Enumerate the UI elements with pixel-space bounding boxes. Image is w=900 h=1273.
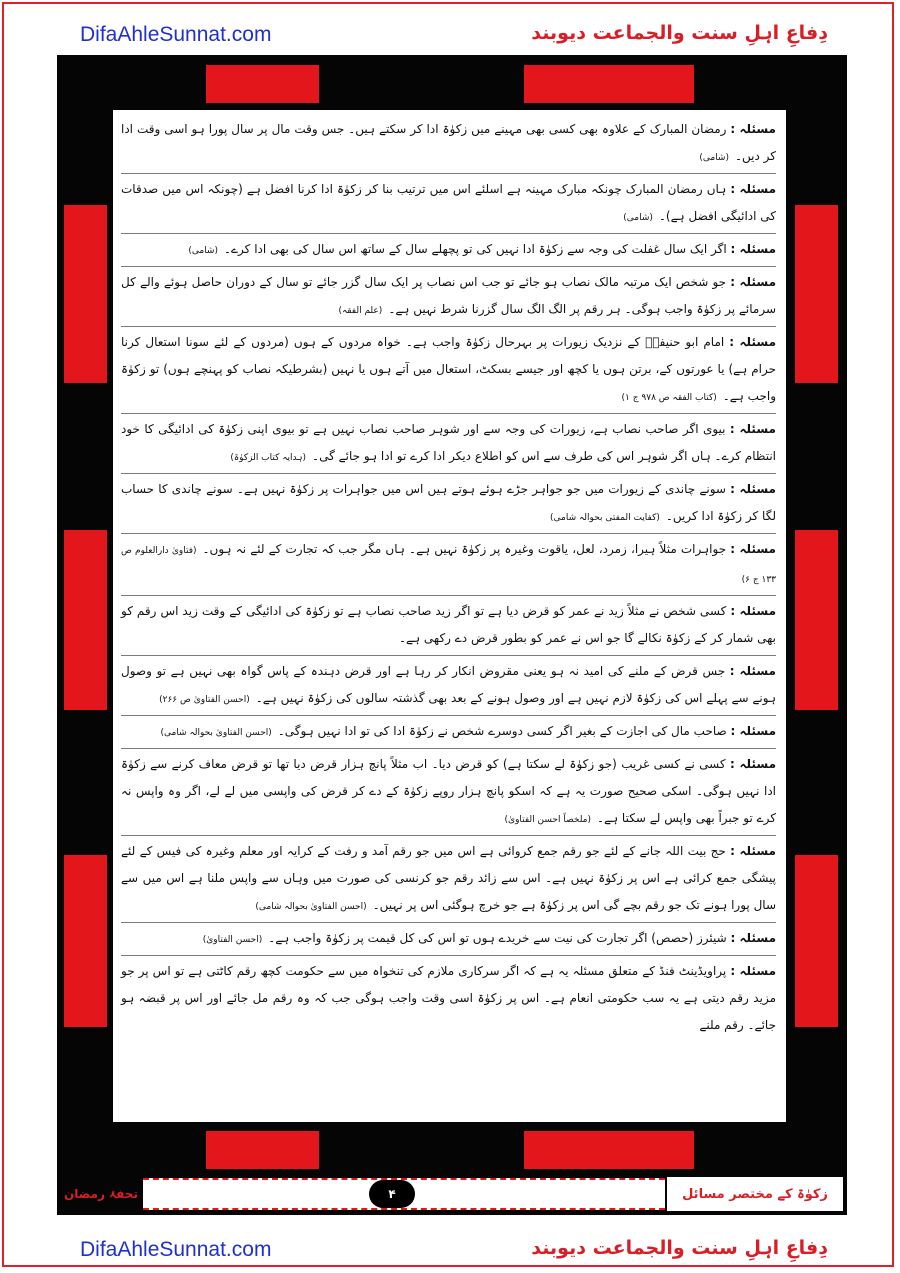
bottom-right-red-block (524, 1131, 694, 1169)
masla-item: مسئلہ : اگر ایک سال غفلت کی وجہ سے زکوٰۃ ادا نہیں کی تو پچھلے سال کے ساتھ اس سال کی بھی ادا کرے۔(شامی) (188, 242, 776, 256)
section-title: زکوٰۃ کے مختصر مسائل (667, 1177, 843, 1211)
page-number: ۴ (369, 1180, 415, 1208)
separator (121, 748, 776, 749)
separator (121, 533, 776, 534)
footer-strip (57, 1170, 847, 1215)
footer-site-url[interactable]: DifaAhleSunnat.com (80, 1238, 272, 1261)
left-red-bar-1 (64, 205, 107, 383)
masla-item: مسئلہ : شیئرز (حصص) اگر تجارت کی نیت سے خریدے ہوں تو اس کی کل قیمت پر زکوٰۃ واجب ہے۔(احسن الفتاویٰ) (202, 931, 776, 945)
masla-item: مسئلہ : حج بیت اللہ جانے کے لئے جو رقم جمع کروائی ہے اس میں جو رقم آمد و رفت کے کرایہ اور معلم وغیرہ کی فیس کے لئے پیشگی جمع کرائی ہے اس پر زکوٰۃ نہیں ہے۔ اس سے زائد رقم جو کرنسی کی صورت میں وہاں سے واپس ملنا ہے اس میں سے سال پورا ہونے تک جو رقم بچے گی اس پر زکوٰۃ ہے جو خرچ ہوگئی اس پر نہیں۔(احسن الفتاویٰ بحوالہ شامی) (121, 844, 776, 912)
left-red-bar-3 (64, 855, 107, 1027)
separator (121, 655, 776, 656)
top-right-red-block (524, 65, 694, 103)
masla-item: مسئلہ : پراویڈینٹ فنڈ کے متعلق مسئلہ یہ ہے کہ اگر سرکاری ملازم کی تنخواہ میں سے حکومت کچھ رقم کاٹتی ہے تو اس پر جو مزید رقم دیتی ہے یہ سب حکومتی انعام ہے۔ اس پر زکوٰۃ اسی وقت واجب ہوگی جب کہ وہ رقم مل جائے اور اس پر قبضہ ہو جائے۔ رقم ملنے (121, 964, 776, 1032)
separator (121, 233, 776, 234)
masla-item: مسئلہ : کسی شخص نے مثلاً زید نے عمر کو قرض دیا ہے تو اگر زید صاحب نصاب ہے تو زکوٰۃ کی ادائیگی کے وقت زید اس رقم کو بھی شمار کر کے زکوٰۃ نکالے گا جو اس نے عمر کو بطور قرض دے رکھی ہے۔ (121, 604, 776, 645)
separator (121, 955, 776, 956)
masla-item: مسئلہ : سونے چاندی کے زیورات میں جو جواہر جڑے ہوئے ہوتے ہیں اس میں جواہرات پر زکوٰۃ نہیں ہے۔ سونے چاندی کا حساب لگا کر زکوٰۃ ادا کریں۔(کفایت المفتی بحوالہ شامی) (121, 482, 776, 523)
separator (121, 413, 776, 414)
separator (121, 473, 776, 474)
masla-item: مسئلہ : کسی نے کسی غریب (جو زکوٰۃ لے سکتا ہے) کو قرض دیا۔ اب مثلاً پانچ ہزار قرض دیا تھا تو قرض معاف کرنے سے زکوٰۃ ادا نہیں ہوگی۔ اسکی صحیح صورت یہ ہے کہ اسکو پانچ ہزار روپے زکوٰۃ کے دے کر قرض کی واپسی میں لے لے، اگر وہ واپس نہ کرے تو جبراً بھی واپس لے سکتا ہے۔(ملخصاً احسن الفتاویٰ) (121, 757, 776, 825)
top-left-red-block (206, 65, 319, 103)
masla-item: مسئلہ : صاحب مال کی اجازت کے بغیر اگر کسی دوسرے شخص نے زکوٰۃ ادا کی تو ادا نہیں ہوگی۔(احسن الفتاویٰ بحوالہ شامی) (160, 724, 776, 738)
separator (121, 715, 776, 716)
bottom-left-red-block (206, 1131, 319, 1169)
header-site-url[interactable]: DifaAhleSunnat.com (80, 23, 272, 46)
masla-item: مسئلہ : رمضان المبارک کے علاوہ بھی کسی بھی مہینے میں زکوٰۃ ادا کر سکتے ہیں۔ جس وقت مال پر سال پورا ہو اسی وقت ادا کر دیں۔(شامی) (121, 122, 776, 163)
footer-dashed-band (143, 1178, 665, 1210)
separator (121, 595, 776, 596)
content-panel (113, 110, 786, 1122)
left-red-bar-2 (64, 530, 107, 710)
right-red-bar-1 (795, 205, 838, 383)
right-red-bar-3 (795, 855, 838, 1027)
masla-item: مسئلہ : جواہرات مثلاً ہیرا، زمرد، لعل، یاقوت وغیرہ پر زکوٰۃ نہیں ہے۔ ہاں مگر جب کہ تجارت کے لئے نہ ہوں۔(فتاویٰ دارالعلوم ص ۱۳۳ ج ۶) (121, 542, 776, 585)
right-red-bar-2 (795, 530, 838, 710)
masla-item: مسئلہ : ہاں رمضان المبارک چونکہ مبارک مہینہ ہے اسلئے اس میں ترتیب بنا کر زکوٰۃ ادا کرنا افضل ہے (چونکہ اس میں صدقات کی ادائیگی افضل ہے)۔(شامی) (121, 182, 776, 223)
footer-site-name: دِفاعِ اہلِ سنت والجماعت دیوبند (531, 1237, 828, 1259)
separator (121, 835, 776, 836)
book-title: تحفۂ رمضان (64, 1187, 138, 1201)
separator (121, 266, 776, 267)
separator (121, 922, 776, 923)
masla-item: مسئلہ : امام ابو حنیفہؒ کے نزدیک زیورات پر بہرحال زکوٰۃ واجب ہے۔ خواہ مردوں کے ہوں (مردوں کے لئے سونا استعال کرنا حرام ہے) یا عورتوں کے، برتن ہوں یا کچھ اور جیسے بسکٹ، استعال میں آتے ہوں یا نہیں (بشرطیکہ نصاب کو پہنچے ہوں) تو زکوٰۃ واجب ہے۔(کتاب الفقہ ص ۹۷۸ ج ۱) (121, 335, 776, 403)
header-site-name: دِفاعِ اہلِ سنت والجماعت دیوبند (531, 22, 828, 44)
masla-item: مسئلہ : جس قرض کے ملنے کی امید نہ ہو یعنی مقروض انکار کر رہا ہے اور قرض دہندہ کے پاس گواہ بھی نہیں ہے تو وصول ہونے سے پہلے اس کی زکوٰۃ لازم نہیں ہے اور وصول ہونے کے بعد بھی گذشتہ سالوں کی زکوٰۃ نہیں ہے۔(احسن الفتاویٰ ص ۲۶۶) (121, 664, 776, 705)
separator (121, 173, 776, 174)
masla-item: مسئلہ : بیوی اگر صاحب نصاب ہے، زیورات کی وجہ سے اور شوہر صاحب نصاب نہیں ہے تو بیوی اپنی زکوٰۃ کی ادائیگی کا خود انتظام کرے۔ ہاں اگر شوہر اس کی طرف سے اس کو اطلاع دیکر ادا کرے تو ادا ہو جائے گی۔(ہدایہ کتاب الزکوٰۃ) (121, 422, 776, 463)
separator (121, 326, 776, 327)
masla-item: مسئلہ : جو شخص ایک مرتبہ مالک نصاب ہو جائے تو جب اس نصاب پر ایک سال گزر جائے تو سال کے دوران حاصل ہوئے والے کل سرمائے پر زکوٰۃ واجب ہوگی۔ ہر رقم پر الگ الگ سال گزرنا شرط نہیں ہے۔(علم الفقہ) (121, 275, 776, 316)
